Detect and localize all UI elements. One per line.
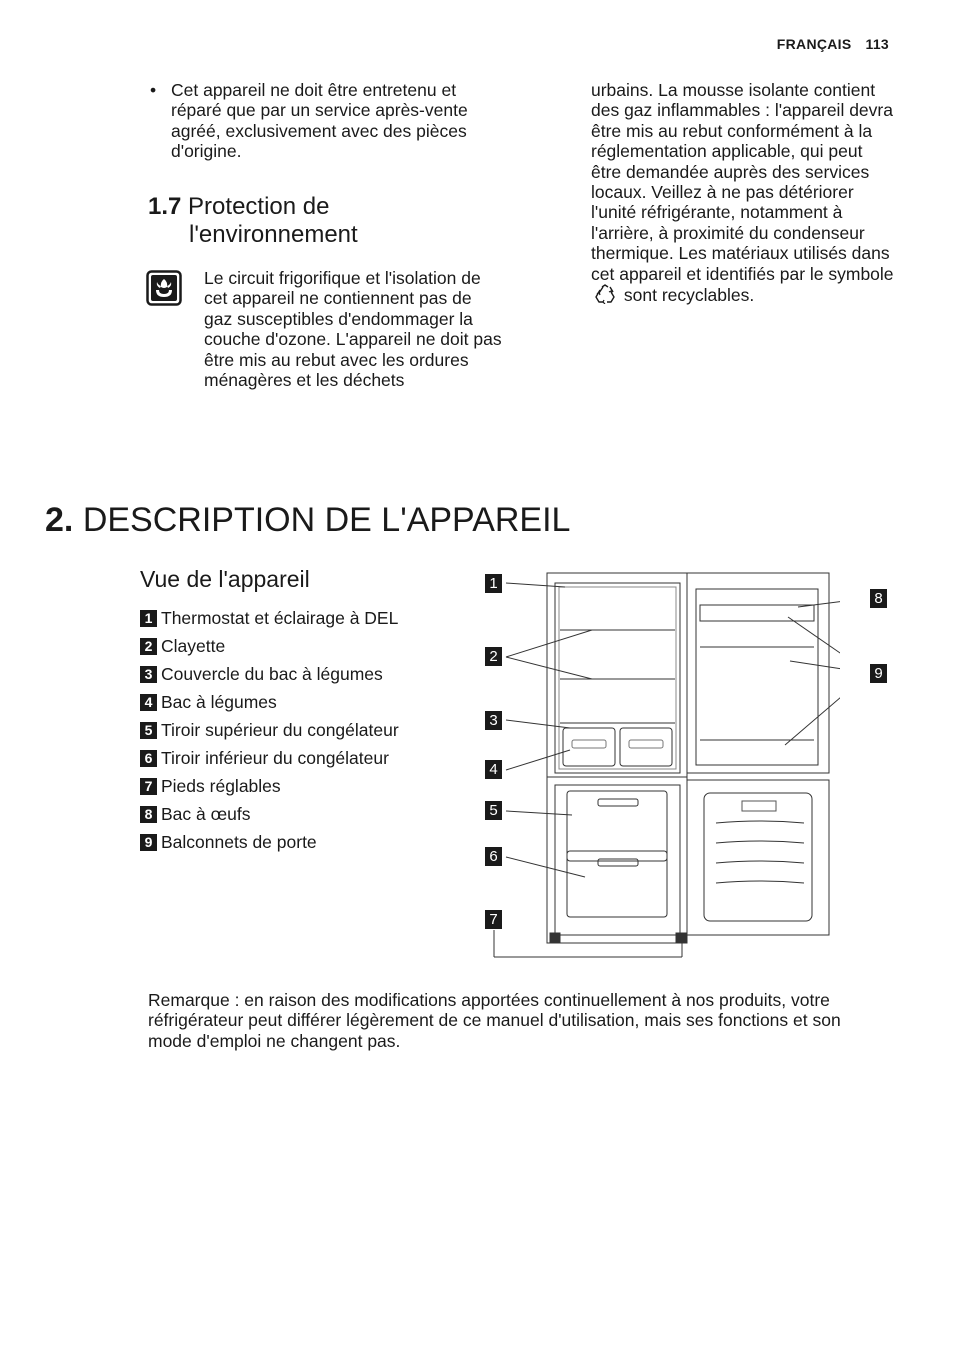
callout-7: 7: [485, 910, 502, 929]
parts-legend: [140, 604, 399, 856]
fridge-diagram: [480, 565, 840, 965]
leader-5: [506, 811, 572, 815]
crisper-left-handle: [572, 740, 606, 748]
freezer-door-inner: [704, 793, 812, 921]
remark-note: Remarque : en raison des modifications apportées continuellement à nos produits, votre réfrigérateur peut différer légèrement de ce manuel d'utilisation, mais ses fonctions et son mode d'emploi ne changent pas.: [148, 990, 841, 1051]
legend-item: [140, 772, 399, 800]
freezer-compartment: [555, 785, 680, 935]
crisper-right-handle: [629, 740, 663, 748]
cabinet-outline: [547, 573, 687, 943]
bullet-text: Cet appareil ne doit être entretenu et réparé que par un service après-vente agréé, exclusivement avec des pièces d'origine.: [171, 80, 468, 162]
legend-item: [140, 604, 399, 632]
callout-5: 5: [485, 801, 502, 820]
bullet-item: [150, 80, 510, 162]
right-column-text: [591, 80, 896, 305]
legend-label: Clayette: [161, 635, 226, 656]
drawer-bottom-handle: [598, 859, 638, 866]
fridge-door: [687, 573, 829, 773]
foot-right: [676, 933, 686, 943]
legend-number: 2: [140, 638, 157, 655]
subtitle-appliance-view: Vue de l'appareil: [140, 566, 310, 592]
leader-9b: [790, 661, 840, 673]
legend-number: 4: [140, 694, 157, 711]
freezer-door-ridges: [716, 821, 804, 883]
callout-8: 8: [870, 589, 887, 608]
leader-6: [506, 857, 585, 877]
legend-item: [140, 716, 399, 744]
section-title-line2: l'environnement: [189, 221, 358, 248]
egg-tray: [700, 605, 814, 621]
environment-text: Le circuit frigorifique et l'isolation de cet appareil ne contiennent pas de gaz susceptibles d'endommager la couche d'ozone. L'appareil ne doit pas être mis au rebut avec les ordures ménagères et les déchets: [204, 268, 502, 391]
legend-item: [140, 632, 399, 660]
recycle-hands-icon: [146, 270, 182, 306]
section-1-7-heading: [148, 193, 488, 249]
leader-2b: [506, 657, 592, 679]
crisper-right: [620, 728, 672, 766]
legend-label: Tiroir inférieur du congélateur: [161, 747, 389, 768]
foot-left: [550, 933, 560, 943]
callout-1: 1: [485, 574, 502, 593]
legend-label: Thermostat et éclairage à DEL: [161, 607, 399, 628]
leader-8: [798, 598, 840, 607]
right-text-end: sont recyclables.: [623, 285, 755, 306]
legend-number: 6: [140, 750, 157, 767]
fridge-compartment: [555, 583, 680, 773]
legend-label: Pieds réglables: [161, 775, 281, 796]
bullet-marker: •: [150, 80, 157, 100]
callout-6: 6: [485, 847, 502, 866]
legend-number: 9: [140, 834, 157, 851]
legend-number: 1: [140, 610, 157, 627]
legend-label: Bac à œufs: [161, 803, 251, 824]
callout-4: 4: [485, 760, 502, 779]
legend-number: 3: [140, 666, 157, 683]
recycle-symbol-icon: [593, 284, 617, 304]
callout-9: 9: [870, 664, 887, 683]
legend-label: Tiroir supérieur du congélateur: [161, 719, 399, 740]
fridge-door-inner: [696, 589, 818, 765]
legend-number: 5: [140, 722, 157, 739]
freezer-door-badge: [742, 801, 776, 811]
leader-4: [506, 750, 570, 770]
legend-item: [140, 688, 399, 716]
leader-3: [506, 720, 570, 728]
section-title-line1: Protection de: [188, 193, 330, 220]
page-header: [777, 36, 889, 52]
legend-item: [140, 660, 399, 688]
section-2-number: 2.: [45, 501, 74, 539]
legend-item: [140, 828, 399, 856]
leader-1: [506, 583, 565, 587]
leader-9c: [785, 673, 840, 745]
page-number: 113: [865, 36, 889, 52]
callout-3: 3: [485, 711, 502, 730]
fridge-inner: [559, 587, 676, 769]
legend-item: [140, 744, 399, 772]
legend-number: 7: [140, 778, 157, 795]
legend-label: Couvercle du bac à légumes: [161, 663, 383, 684]
crisper-left: [563, 728, 615, 766]
section-2-heading: [45, 500, 570, 540]
drawer-top-handle: [598, 799, 638, 806]
legend-item: [140, 800, 399, 828]
legend-label: Bac à légumes: [161, 691, 277, 712]
section-2-title: DESCRIPTION DE L'APPAREIL: [82, 501, 571, 539]
legend-label: Balconnets de porte: [161, 831, 317, 852]
freezer-door: [687, 780, 829, 935]
section-number: 1.7: [148, 193, 182, 220]
leader-2a: [506, 630, 592, 657]
legend-number: 8: [140, 806, 157, 823]
header-language: FRANÇAIS: [776, 36, 852, 52]
callout-2: 2: [485, 647, 502, 666]
right-text-main: urbains. La mousse isolante contient des gaz inflammables : l'appareil devra être mis au rebut conformément à la réglementation applicable, qui peut être demandée auprès des services locaux. Veillez à ne pas détériorer l'unité réfrigérante, notamment à l'arrière, à proximité du condenseur thermique. Les matériaux utilisés dans cet appareil et identifiés par le symbole: [591, 80, 894, 284]
